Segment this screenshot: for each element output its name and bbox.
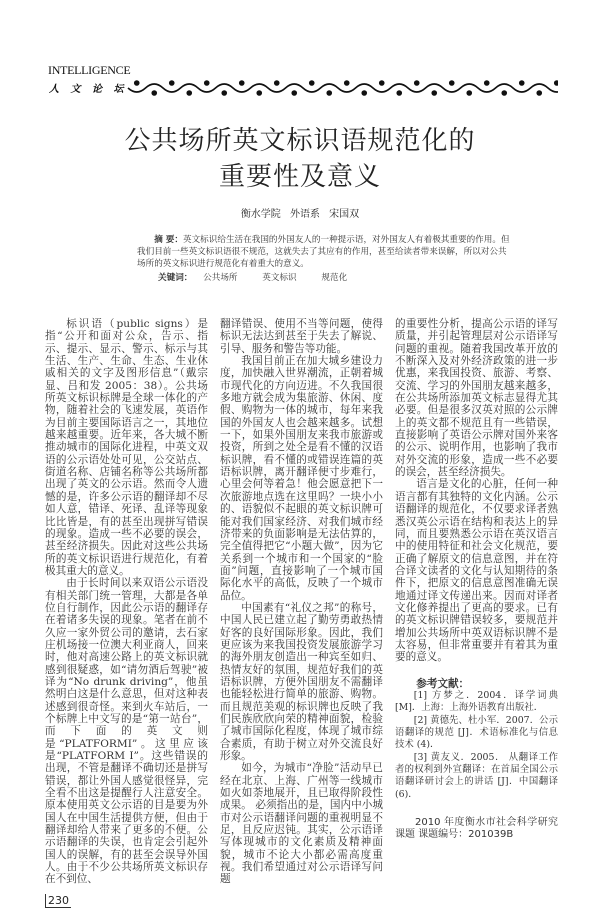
abstract-text: 英文标识给生活在我国的外国友人的一种提示语，对外国友人有着极其重要的作用。但我们目前一些英文标识语很不规范，这就失去了其应有的作用，甚至给读者带来误解，所以对公共场所的英文标识进行规范化有着重大的意义。 (137, 235, 510, 269)
paragraph: 翻译错误、使用不当等问题，使得标识无法达到甚至于失去了解说、引导、服务和警告等功能。 (220, 318, 383, 355)
keyword: 公共场所 (203, 273, 238, 283)
wave-dot (466, 90, 472, 96)
abstract-label: 摘 要： (154, 235, 183, 245)
paragraph: 语言是文化的心脏，任何一种语言都有其独特的文化内涵。公示语翻译的规范化，不仅要求译者熟悉汉英公示语在结构和表达上的异同，而且要熟悉公示语在英汉语言中的使用特征和社会文化规范，要正确了解原文的信息意图，并在符合译文读者的文化与认知期待的条件下，把原文的信息意图准确无误地通过译文传递出来。因而对译者文化修养提出了更高的要求。已有的英文标识牌错误较多，要规范并增加公共场所中英双语标识牌不是太容易，但非常重要并有着其为重要的意义。 (395, 478, 558, 664)
wave-dot (204, 80, 210, 86)
wave-dot (326, 90, 332, 96)
reference-item: [3] 黄友义．2005． 从翻译工作者的权利到外宣翻译：在首届全国公示语翻译研讨会上的讲话 [J]．中国翻译 (6)． (395, 751, 558, 800)
wave-dot (169, 80, 175, 86)
wave-dot (414, 80, 420, 86)
paragraph: 的重要性分析，提高公示语的译写质量，并引起管理层对公示语译写问题的重视。随着我国改革开放的不断深入及对外经济政策的进一步优惠，来我国投资、旅游、考察、交流、学习的外国朋友越来越多，在公共场所添加英文标志显得尤其必要。但是很多汉英对照的公示牌上的英文都不规范且有一些错误，直接影响了英语公示牌对国外来客的公示、说明作用，也影响了我市对外交流的形象，造成一些不必要的误会，甚至经济损失。 (395, 318, 558, 479)
wave-dot (221, 90, 227, 96)
wave-dot (431, 90, 437, 96)
wave-dot (501, 90, 507, 96)
wave-dot (519, 80, 525, 86)
page-number: 230 (45, 894, 71, 908)
wave-dot (256, 90, 262, 96)
paragraph: 如今，为城市“净脸”活动早已经在北京、上海、广州等一线城市如火如荼地展开，且已取得阶段性成果。 必须指出的是，国内中小城市对公示语翻译问题的重视明显不足，且反应迟钝。其实，公示语译写体现城市的文化素质及精神面貌，城市不论大小都必需高度重视。我们希望通过对公示语译写问题 (220, 762, 383, 886)
wave-dot (134, 80, 140, 86)
author-affiliation: 衡水学院 外语系 宋国双 (240, 209, 360, 220)
abstract (137, 234, 512, 270)
keyword: 规范化 (321, 273, 348, 283)
section-header-en: INTELLIGENCE (48, 63, 131, 77)
wave-line (128, 84, 558, 92)
paragraph: 由于长时间以来双语公示语没有相关部门统一管理，大都是各单位自行制作，因此公示语的翻译存在着诸多失误的现象。笔者在前不久应一家外贸公司的邀请，去石家庄机场接一位澳大利亚商人，回来时，他对高速公路上的英文标识就感到很疑惑，如“请勿酒后驾驶”被译为“No drunk driving”，他虽然明白这是什么意思，但对这种表述感到很奇怪。来到火车站后，一个标牌上中文写的是“第一站台”，而下面的英文则是“PLATFORMI”。这里应该是“PLATFORM I”。这些错误的出现，不管是翻译不确切还是拼写错误，都让外国人感觉很怪异，完全看不出这是提醒行人注意安全。原本使用英文公示语的目是要为外国人在中国生活提供方便，但由于翻译却给人带来了更多的不便。公示语翻译的失误，也肯定会引起外国人的误解，有的甚至会误导外国人。由于不少公共场所英文标识存在不到位、 (45, 577, 208, 886)
wave-dot (291, 90, 297, 96)
section-header-cn: 人 文 论 坛 (49, 84, 128, 95)
wave-dot (554, 80, 558, 86)
wave-dot (484, 80, 490, 86)
body-column-right (395, 318, 558, 842)
paragraph: 我国目前正在加大城乡建设力度，加快融入世界潮流，正朝着城市现代化的方向迈进。不久我国很多地方就会成为集旅游、休闲、度假、购物为一体的城市，每年来我国的外国友人也会越来越多。试想一下，如果外国朋友来我市旅游或投资，所到之处全是看不懂的汉语标识牌，看不懂的或错误连篇的英语标识牌，离开翻译便寸步难行，心里会何等着急！他会愿意把下一次旅游地点选在这里吗？一块小小的、语貌似不起眼的英文标识牌可能对我们国家经济、对我们城市经济带来的负面影响是无法估算的，完全值得把它“小题大做”，因为它关系到一个城市和一个国家的“脸面”问题，直接影响了一个城市国际化水平的高低，反映了一个城市品位。 (220, 355, 383, 602)
abstract-block (137, 234, 512, 284)
paragraph: 标识语（public signs）是指“公开和面对公众，告示、指示、提示、显示、警示、标示与其生活、生产、生命、生态、生业休戚相关的文字及图形信息”（戴宗显、吕和发 2005：38）。公共场所英文标识标牌是全球一体化的产物，随着社会的飞速发展，英语作为目前主要国际语言之一，其地位越来越重要。近年来，各大城不断推动城市的国际化进程，中英文双语的公示语处处可见，公交站点、街道名称、店铺名称等公共场所都出现了英文的公示语。然而令人遗憾的是，许多公示语的翻译却不尽如人意，错译、死译、乱译等现象比比皆是，有的甚至出现拼写错误的现象。造成一些不必要的误会，甚至经济损失。因此对这些公共场所的英文标识语进行规范化，有着极其重大的意义。 (45, 318, 208, 577)
keywords (137, 272, 512, 284)
wave-dot (536, 90, 542, 96)
reference-item: [1] 方梦之．2004．译学词典 [M]．上海：上海外语教育出版社． (395, 689, 558, 714)
wave-dot (239, 80, 245, 86)
funding-note: 2010 年度衡水市社会科学研究课题 课题编号：201039B (395, 817, 558, 841)
keywords-label: 关键词： (158, 273, 193, 283)
reference-item: [2] 黄德先、杜小军．2007．公示语翻译的规范 [J]．术语标准化与信息技术 (4)． (395, 714, 558, 751)
wave-dot (379, 80, 385, 86)
wave-dot (274, 80, 280, 86)
article-title-line1: 公共场所英文标识语规范化的 (124, 126, 476, 156)
wave-dot (361, 90, 367, 96)
wave-dot (151, 90, 157, 96)
keyword: 英文标识 (262, 273, 297, 283)
wave-dot (396, 90, 402, 96)
wavy-dot-divider-icon (126, 78, 558, 98)
wave-dot (309, 80, 315, 86)
wave-dot (344, 80, 350, 86)
wave-dot (186, 90, 192, 96)
body-column-middle (220, 318, 383, 886)
article-title-line2: 重要性及意义 (218, 162, 381, 192)
body-column-left (45, 318, 208, 908)
paragraph: 中国素有“礼仪之邦”的称号，中国人民已建立起了勤劳勇敢热情好客的良好国际形象。因此，我们更应该为来我国投资发展旅游学习的海外朋友创造出一种宾至如归、热情友好的氛围，规范好我们的英语标识牌，方便外国朋友不需翻译也能轻松进行简单的旅游、购物。而且规范美观的标识牌也反映了我们民族欣欣向荣的精神面貌，检验了城市国际化程度，体现了城市综合素质，有助于树立对外交流良好形象。 (220, 601, 383, 763)
wave-dot (449, 80, 455, 86)
references-heading: 参考文献： (416, 677, 470, 690)
